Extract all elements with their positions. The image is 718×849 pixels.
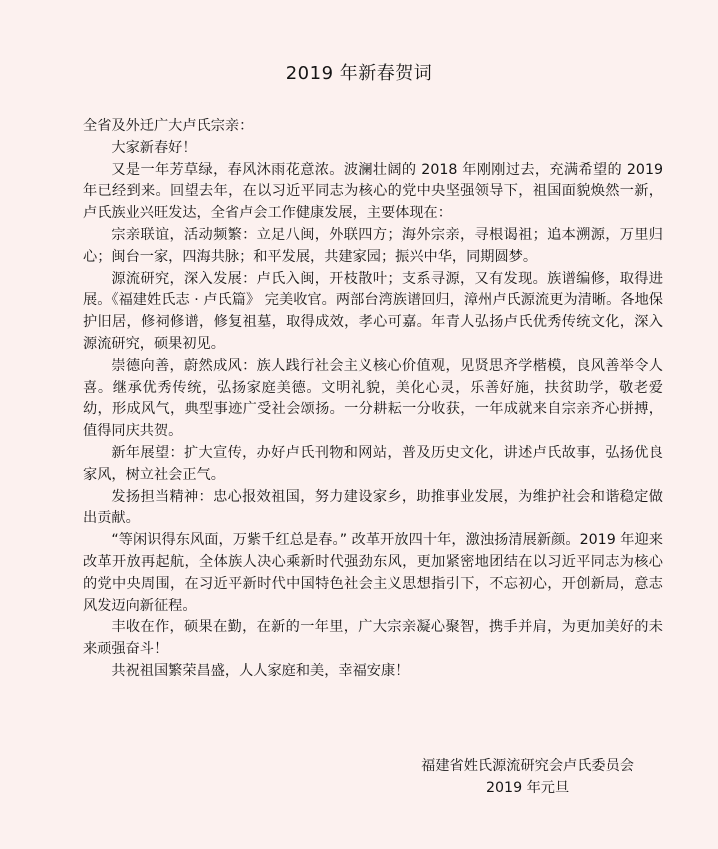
salutation: 全省及外迁广大卢氏宗亲： <box>83 118 254 134</box>
letter-body <box>83 116 663 683</box>
signature-organization: 福建省姓氏源流研究会卢氏委员会 <box>421 758 634 774</box>
paragraph-outlook: 新年展望：扩大宣传，办好卢氏刊物和网站，普及历史文化，讲述卢氏故事，弘扬优良家风，树立社会正气。 <box>83 444 663 483</box>
document-title: 2019 年新春贺词 <box>285 63 433 84</box>
signature-block <box>421 755 634 799</box>
paragraph-reform: “等闲识得东风面，万紫千红总是春。” 改革开放四十年，激浊扬清展新颜。2019 年迎来改革开放再起航，全体族人决心乘新时代强劲东风，更加紧密地团结在以习近平同志为核心的党中央周围，在习近平新时代中国特色社会主义思想指引下，不忘初心，开创新局，意志风发迈向新征程。 <box>83 532 663 614</box>
paragraph-blessing: 共祝祖国繁荣昌盛，人人家庭和美，幸福安康！ <box>111 662 410 679</box>
paragraph-harvest: 丰收在作，硕果在勤，在新的一年里，广大宗亲凝心聚智，携手并肩，为更加美好的未来顽强奋斗！ <box>83 619 663 658</box>
paragraph-research: 源流研究，深入发展：卢氏入闽，开枝散叶；支系寻源，又有发现。族谱编修，取得进展。《福建姓氏志 · 卢氏篇》 完美收官。两部台湾族谱回归，漳州卢氏源流更为清晰。各地保护旧居，修祠修谱，修复祖墓，取得成效，孝心可嘉。年青人弘扬卢氏优秀传统文化，深入源流研究，硕果初见。 <box>83 270 663 352</box>
paragraph-virtue: 崇德向善，蔚然成风：族人践行社会主义核心价值观，见贤思齐学楷模，良风善举令人喜。继承优秀传统，弘扬家庭美德。文明礼貌，美化心灵，乐善好施，扶贫助学，敬老爱幼，形成风气，典型事迹广受社会颂扬。一分耕耘一分收获，一年成就来自宗亲齐心拼搏，值得同庆共贺。 <box>83 357 663 440</box>
signature-date: 2019 年元旦 <box>485 780 570 796</box>
paragraph-kinship: 宗亲联谊，活动频繁：立足八闽，外联四方；海外宗亲，寻根谒祖；追本溯源，万里归心；闽台一家，四海共脉；和平发展，共建家园；振兴中华，同期圆梦。 <box>83 226 663 265</box>
paragraph-responsibility: 发扬担当精神：忠心报效祖国，努力建设家乡，助推事业发展，为维护社会和谐稳定做出贡献。 <box>83 488 663 527</box>
paragraph-intro: 又是一年芳草绿，春风沐雨花意浓。波澜壮阔的 2018 年刚刚过去，充满希望的 2019 年已经到来。回望去年，在以习近平同志为核心的党中央坚强领导下，祖国面貌焕然一新，卢氏族业兴旺发达，全省卢会工作健康发展，主要体现在： <box>83 161 663 222</box>
paragraph-greeting: 大家新春好！ <box>111 139 197 156</box>
